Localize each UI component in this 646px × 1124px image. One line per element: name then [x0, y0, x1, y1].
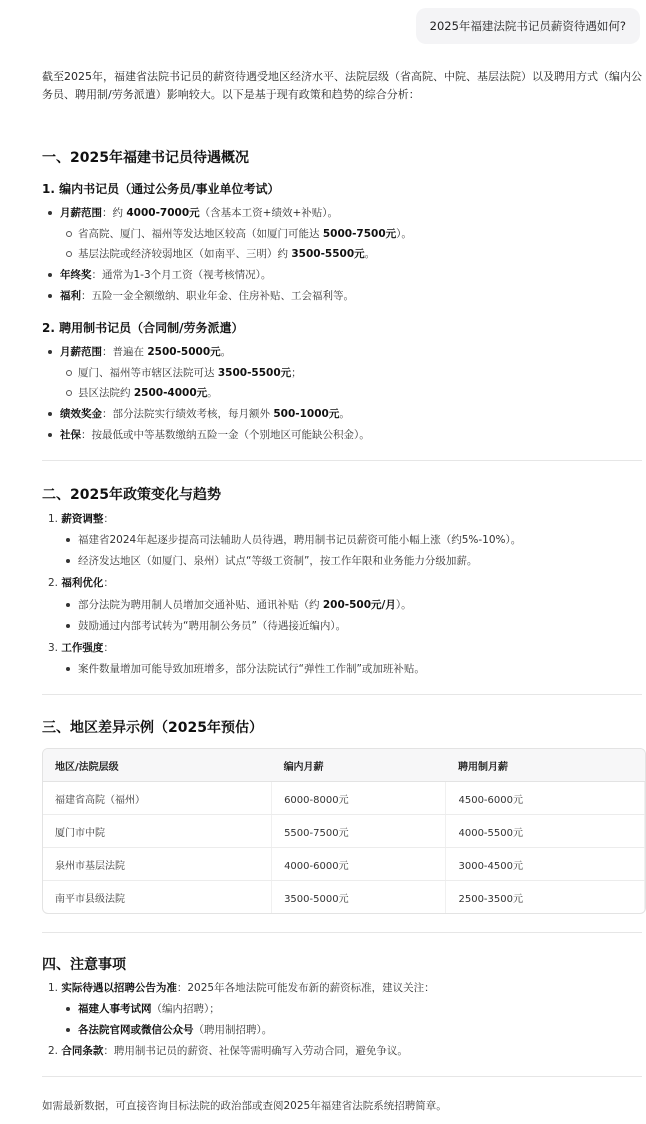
- region-salary-table: [42, 748, 646, 914]
- subsection-title-staff: 1. 编内书记员（通过公务员/事业单位考试）: [42, 182, 280, 196]
- list-item: 各法院官网或微信公众号（聘用制招聘）。: [78, 1024, 273, 1036]
- table-header-cell: 聘用制月薪: [446, 749, 645, 782]
- table-row: [43, 848, 645, 881]
- list-item: 基层法院或经济较弱地区（如南平、三明）约 3500-5500元。: [78, 248, 376, 260]
- divider: [42, 694, 642, 695]
- list-item: 鼓励通过内部考试转为“聘用制公务员”（待遇接近编内）。: [78, 620, 347, 632]
- subsection-title-contract: 2. 聘用制书记员（合同制/劳务派遣）: [42, 321, 244, 335]
- intro-paragraph: 截至2025年，福建省法院书记员的薪资待遇受地区经济水平、法院层级（省高院、中院、基层法院）以及聘用方式（编内公务员、聘用制/劳务派遣）影响较大。以下是基于现有政策和趋势的综合分析：: [42, 70, 642, 101]
- section-title-policy: 二、2025年政策变化与趋势: [42, 487, 221, 503]
- table-cell: 6000-8000元: [272, 782, 446, 815]
- list-item: 省高院、厦门、福州等发达地区较高（如厦门可能达 5000-7500元）。: [78, 228, 412, 240]
- table-cell: 4500-6000元: [446, 782, 645, 815]
- list-item: 厦门、福州等市辖区法院可达 3500-5500元；: [78, 367, 302, 379]
- table-header-cell: 地区/法院层级: [43, 749, 272, 782]
- list-item: 社保：按最低或中等基数缴纳五险一金（个别地区可能缺公积金）。: [60, 429, 370, 441]
- list-item: 年终奖：通常为1-3个月工资（视考核情况）。: [60, 269, 272, 281]
- user-question-bubble: 2025年福建法院书记员薪资待遇如何?: [416, 8, 640, 44]
- table-header-row: [43, 749, 645, 782]
- list-item: 绩效奖金：部分法院实行绩效考核，每月额外 500-1000元。: [60, 408, 350, 420]
- divider: [42, 1076, 642, 1077]
- list-item: 福建人事考试网（编内招聘）；: [78, 1003, 220, 1015]
- numbered-item: 1. 实际待遇以招聘公告为准：2025年各地法院可能发布新的薪资标准，建议关注：: [48, 982, 435, 994]
- numbered-item: 3. 工作强度：: [48, 642, 114, 654]
- section-title-notes: 四、注意事项: [42, 957, 126, 973]
- divider: [42, 932, 642, 933]
- numbered-item: 2. 福利优化：: [48, 577, 114, 589]
- numbered-item: 1. 薪资调整：: [48, 513, 114, 525]
- section-title-overview: 一、2025年福建书记员待遇概况: [42, 150, 249, 166]
- table-cell: 南平市县级法院: [43, 881, 272, 914]
- table-header-cell: 编内月薪: [272, 749, 446, 782]
- list-item: 福利：五险一金全额缴纳、职业年金、住房补贴、工会福利等。: [60, 290, 354, 302]
- table-row: [43, 782, 645, 815]
- table-cell: 2500-3500元: [446, 881, 645, 914]
- table-cell: 4000-6000元: [272, 848, 446, 881]
- table-cell: 4000-5500元: [446, 815, 645, 848]
- table-cell: 厦门市中院: [43, 815, 272, 848]
- list-item: 案件数量增加可能导致加班增多，部分法院试行“弹性工作制”或加班补贴。: [78, 663, 425, 675]
- list-item: 经济发达地区（如厦门、泉州）试点“等级工资制”，按工作年限和业务能力分级加薪。: [78, 555, 478, 567]
- section-title-region: 三、地区差异示例（2025年预估）: [42, 720, 263, 736]
- table-cell: 福建省高院（福州）: [43, 782, 272, 815]
- table-cell: 泉州市基层法院: [43, 848, 272, 881]
- table-cell: 3000-4500元: [446, 848, 645, 881]
- divider: [42, 460, 642, 461]
- list-item: 部分法院为聘用制人员增加交通补贴、通讯补贴（约 200-500元/月）。: [78, 599, 412, 611]
- list-item: 县区法院约 2500-4000元。: [78, 387, 218, 399]
- table-row: [43, 881, 645, 914]
- list-item: 月薪范围：约 4000-7000元（含基本工资+绩效+补贴）。: [60, 207, 339, 219]
- numbered-item: 2. 合同条款：聘用制书记员的薪资、社保等需明确写入劳动合同，避免争议。: [48, 1045, 408, 1057]
- table-cell: 5500-7500元: [272, 815, 446, 848]
- list-item: 月薪范围：普遍在 2500-5000元。: [60, 346, 232, 358]
- footer-note: 如需最新数据，可直接咨询目标法院的政治部或查阅2025年福建省法院系统招聘简章。: [42, 1100, 447, 1112]
- table-cell: 3500-5000元: [272, 881, 446, 914]
- list-item: 福建省2024年起逐步提高司法辅助人员待遇，聘用制书记员薪资可能小幅上涨（约5%-10%）。: [78, 534, 522, 546]
- table-row: [43, 815, 645, 848]
